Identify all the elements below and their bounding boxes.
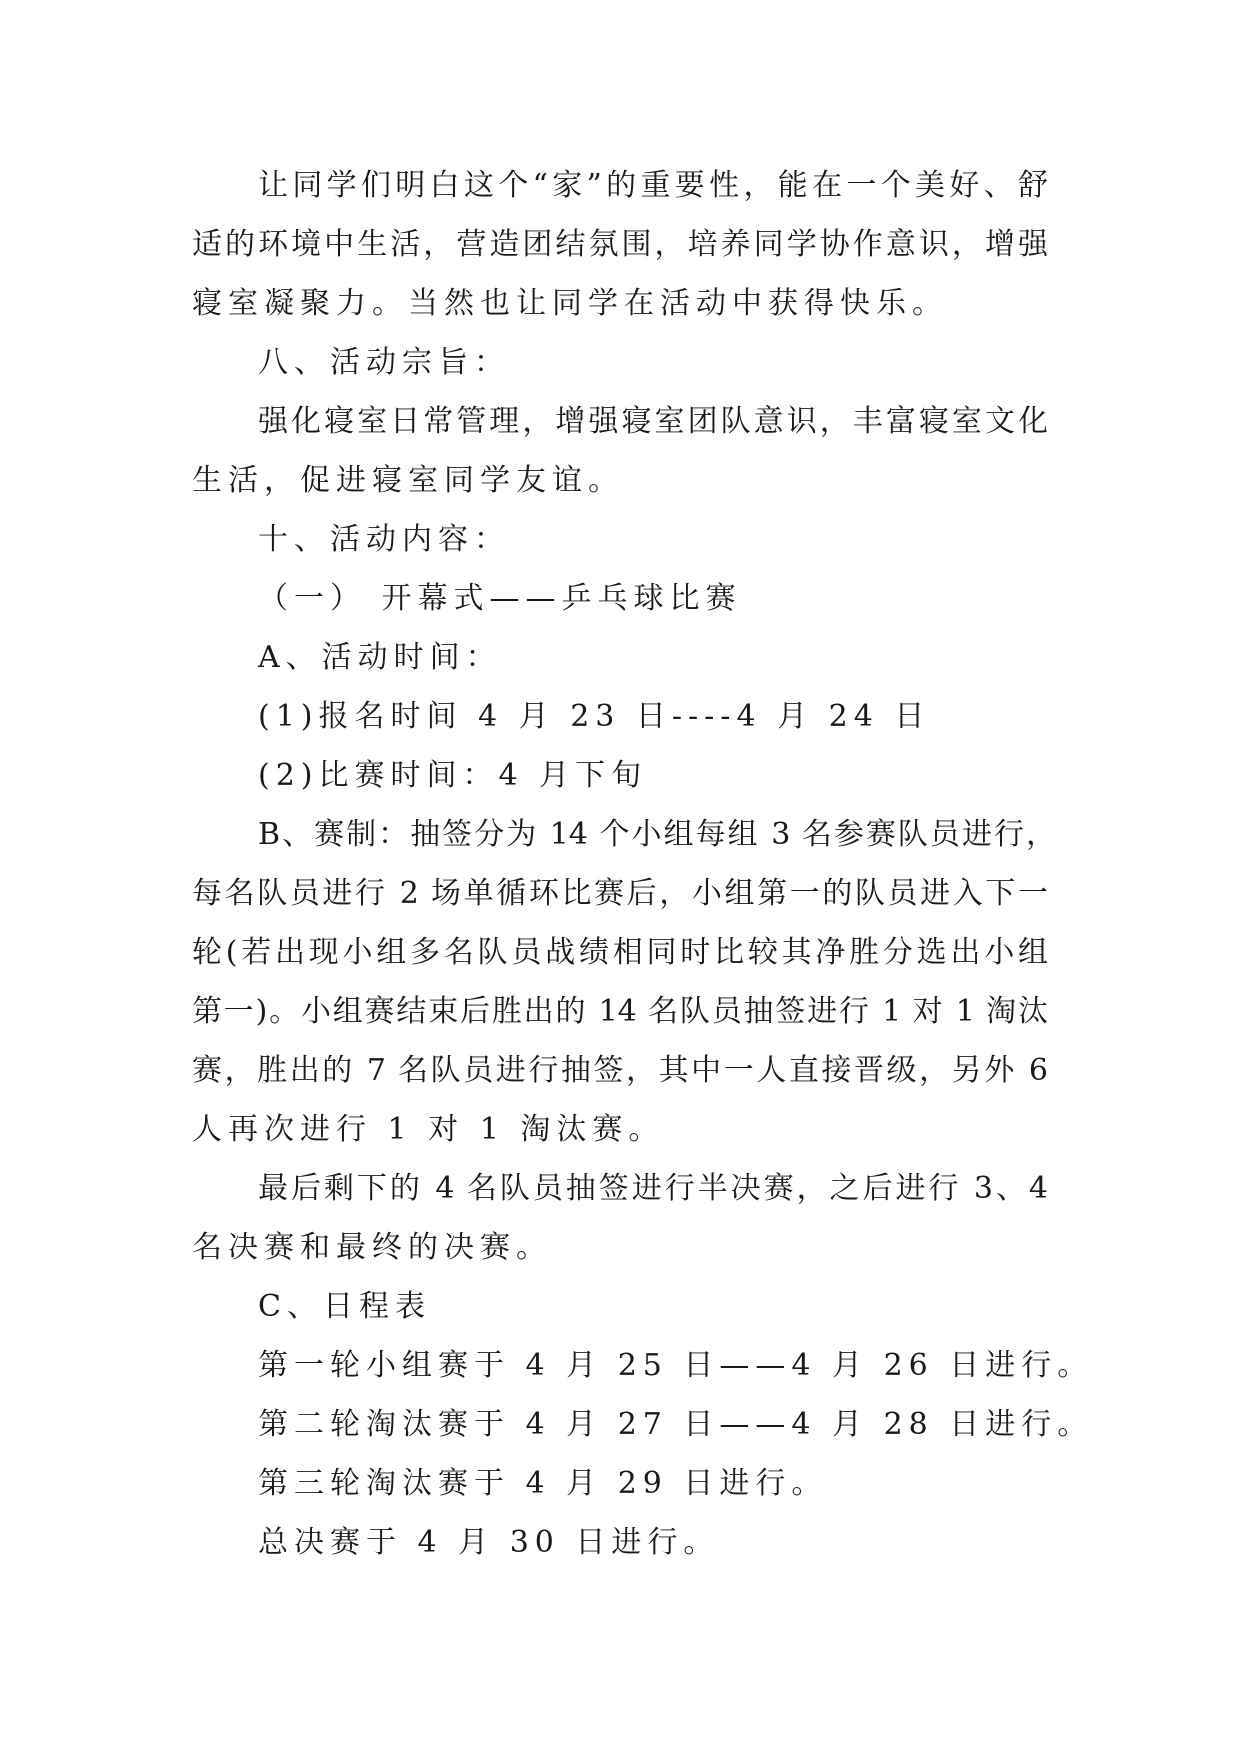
text-line: B、赛制：抽签分为 14 个小组每组 3 名参赛队员进行，: [258, 817, 1056, 852]
schedule-item: 第三轮淘汰赛于 4 月 29 日进行。: [258, 1466, 828, 1501]
item-heading: C、日程表: [258, 1289, 431, 1324]
section-heading: 八、活动宗旨：: [258, 345, 510, 380]
text-line: 寝室凝聚力。当然也让同学在活动中获得快乐。: [192, 286, 948, 321]
subsection-heading: （一） 开幕式——乒乓球比赛: [258, 581, 742, 616]
text-line: 让同学们明白这个“家”的重要性，能在一个美好、舒: [258, 168, 1048, 203]
schedule-item: 第二轮淘汰赛于 4 月 27 日——4 月 28 日进行。: [258, 1407, 1094, 1442]
text-line: 第一)。小组赛结束后胜出的 14 名队员抽签进行 1 对 1 淘汰: [192, 994, 1048, 1029]
text-line: 最后剩下的 4 名队员抽签进行半决赛，之后进行 3、4: [258, 1171, 1048, 1206]
section-heading: 十、活动内容：: [258, 522, 510, 557]
text-line: 名决赛和最终的决赛。: [192, 1230, 552, 1265]
text-line: 强化寝室日常管理，增强寝室团队意识，丰富寝室文化: [258, 404, 1048, 439]
schedule-item: 第一轮小组赛于 4 月 25 日——4 月 26 日进行。: [258, 1348, 1094, 1383]
item-heading: A、活动时间：: [258, 640, 502, 675]
list-item: (2)比赛时间：4 月下旬: [258, 758, 648, 793]
text-line: 每名队员进行 2 场单循环比赛后，小组第一的队员进入下一: [192, 876, 1048, 911]
text-line: 轮(若出现小组多名队员战绩相同时比较其净胜分选出小组: [192, 935, 1048, 970]
text-line: 赛，胜出的 7 名队员进行抽签，其中一人直接晋级，另外 6: [192, 1053, 1048, 1088]
list-item: (1)报名时间 4 月 23 日----4 月 24 日: [258, 699, 931, 734]
text-line: 人再次进行 1 对 1 淘汰赛。: [192, 1112, 665, 1147]
text-line: 适的环境中生活，营造团结氛围，培养同学协作意识，增强: [192, 227, 1048, 262]
text-line: 生活，促进寝室同学友谊。: [192, 463, 624, 498]
schedule-item: 总决赛于 4 月 30 日进行。: [258, 1525, 720, 1560]
